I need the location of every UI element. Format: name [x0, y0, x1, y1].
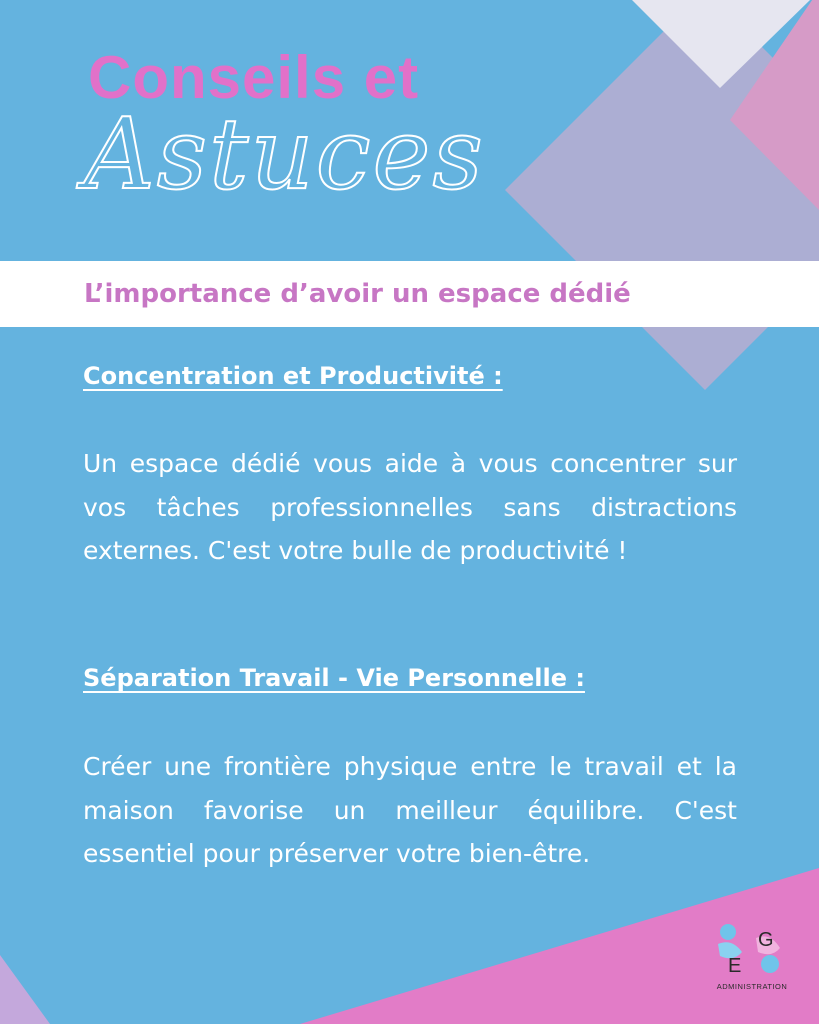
- title-line-2: Astuces: [84, 98, 485, 212]
- bottom-left-lavender: [0, 955, 50, 1024]
- diamond-lavender: [505, 0, 819, 390]
- logo-letter-g: G: [758, 929, 774, 951]
- banner-text: L’importance d’avoir un espace dédié: [84, 279, 631, 309]
- section-heading-concentration: Concentration et Productivité :: [83, 362, 503, 390]
- title-line-1: Conseils et: [88, 44, 420, 111]
- company-logo: [708, 918, 796, 994]
- subtitle-banner: [0, 261, 819, 327]
- section-body-concentration: Un espace dédié vous aide à vous concentrer sur vos tâches professionnelles sans distractions externes. C'est votre bulle de productivité !: [83, 449, 737, 565]
- logo-mark: [708, 918, 796, 982]
- logo-letter-e: E: [728, 955, 742, 977]
- section-heading-separation: Séparation Travail - Vie Personnelle :: [83, 664, 585, 692]
- logo-subtitle: ADMINISTRATION: [716, 982, 788, 991]
- section-body-separation: Créer une frontière physique entre le travail et la maison favorise un meilleur équilibre. C'est essentiel pour préserver votre bien-être.: [83, 752, 737, 868]
